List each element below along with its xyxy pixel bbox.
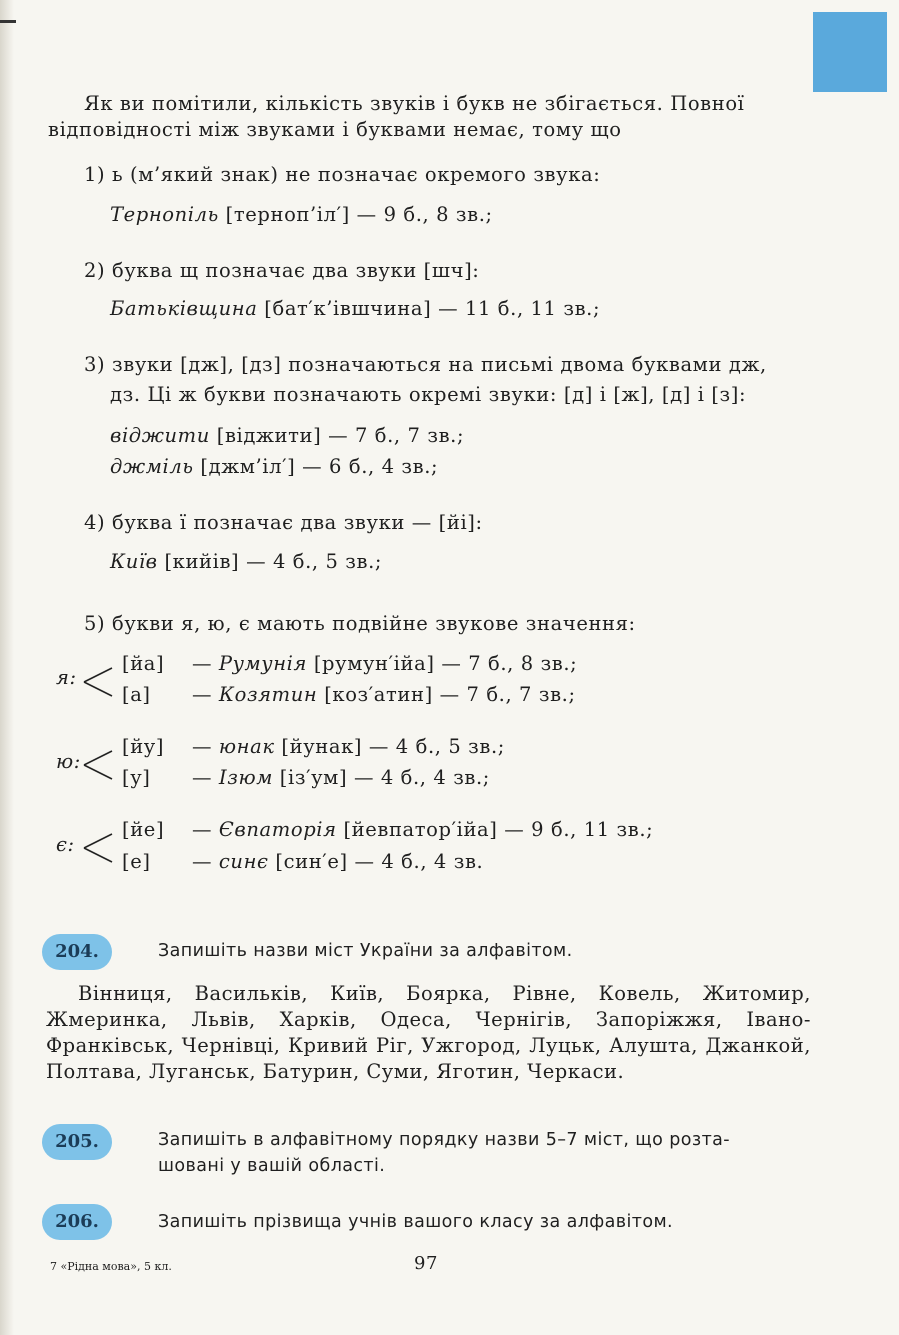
exercise-number-badge: 205. — [42, 1124, 112, 1160]
example-word: Євпаторія — [218, 818, 337, 841]
sound-ye-2: [е] — [122, 850, 151, 873]
rule-2-example — [110, 297, 600, 320]
branch-brace-icon — [82, 664, 116, 700]
exercise-number-badge: 206. — [42, 1204, 112, 1240]
example-ye-1: — Євпаторія [йевпатор′ійа] — 9 б., 11 зв.; — [192, 818, 654, 841]
example-transcription: [йунак] — 4 б., 5 зв.; — [281, 735, 505, 758]
rule-4-example — [110, 550, 382, 573]
example-word: Тернопіль — [110, 203, 219, 226]
exercise-206-task: Запишіть прізвища учнів вашого класу за алфавітом. — [158, 1212, 674, 1232]
example-yu-1: — юнак [йунак] — 4 б., 5 зв.; — [192, 735, 505, 758]
rule-3-heading-cont: дз. Ці ж букви позначають окремі звуки: [д] і [ж], [д] і [з]: — [110, 383, 747, 406]
sound-ya-2: [а] — [122, 683, 151, 706]
example-transcription: [віджити] — 7 б., 7 зв.; — [216, 424, 465, 447]
rule-3-example-2 — [110, 455, 438, 478]
letter-label-ya: я: — [56, 666, 77, 689]
sound-yu-1: [йу] — [122, 735, 165, 758]
example-word: юнак — [218, 735, 275, 758]
example-transcription: [кийів] — 4 б., 5 зв.; — [164, 550, 383, 573]
rule-3-heading: 3) звуки [дж], [дз] позначаються на письмі двома буквами дж, — [84, 353, 767, 376]
branch-brace-icon — [82, 830, 116, 866]
example-word: Батьківщина — [110, 297, 258, 320]
sound-ye-1: [йе] — [122, 818, 165, 841]
rule-2-heading: 2) буква щ позначає два звуки [шч]: — [84, 259, 480, 282]
sound-ya-1: [йа] — [122, 652, 165, 675]
example-ye-2: — синє [син′е] — 4 б., 4 зв. — [192, 850, 484, 873]
example-ya-1: — Румунія [румун′ійа] — 7 б., 8 зв.; — [192, 652, 578, 675]
example-word: синє — [218, 850, 269, 873]
example-yu-2: — Ізюм [із′ум] — 4 б., 4 зв.; — [192, 766, 490, 789]
intro-line-2: відповідності між звуками і буквами немає, тому що — [48, 118, 622, 141]
example-transcription: [румун′ійа] — 7 б., 8 зв.; — [313, 652, 578, 675]
exercise-204-task: Запишіть назви міст України за алфавітом. — [158, 941, 573, 961]
page-number: 97 — [414, 1253, 439, 1274]
example-word: Козятин — [218, 683, 318, 706]
example-transcription: [йевпатор′ійа] — 9 б., 11 зв.; — [343, 818, 654, 841]
rule-1-heading: 1) ь (м’який знак) не позначає окремого звука: — [84, 163, 601, 186]
example-transcription: [терноп’іл′] — 9 б., 8 зв.; — [225, 203, 493, 226]
example-transcription: [бат′к’івшчина] — 11 б., 11 зв.; — [264, 297, 601, 320]
example-word: джміль — [110, 455, 194, 478]
letter-label-ye: є: — [56, 833, 75, 856]
corner-color-tab — [813, 12, 887, 92]
rule-5-heading: 5) букви я, ю, є мають подвійне звукове значення: — [84, 612, 636, 635]
example-transcription: [син′е] — 4 б., 4 зв. — [275, 850, 484, 873]
example-ya-2: — Козятин [коз′атин] — 7 б., 7 зв.; — [192, 683, 576, 706]
example-word: віджити — [110, 424, 210, 447]
exercise-number-badge: 204. — [42, 934, 112, 970]
example-word: Київ — [110, 550, 158, 573]
rule-4-heading: 4) буква ї позначає два звуки — [йі]: — [84, 511, 483, 534]
branch-brace-icon — [82, 747, 116, 783]
example-transcription: [джм’іл′] — 6 б., 4 зв.; — [200, 455, 439, 478]
example-word: Ізюм — [218, 766, 273, 789]
letter-label-yu: ю: — [56, 750, 81, 773]
rule-3-example-1 — [110, 424, 464, 447]
example-transcription: [коз′атин] — 7 б., 7 зв.; — [324, 683, 576, 706]
exercise-204-city-list: Вінниця, Васильків, Київ, Боярка, Рівне, Ковель, Житомир, Жмеринка, Львів, Харків, Одеса, Чернігів, Запоріжжя, Івано-Франківськ, Чернівці, Кривий Ріг, Ужгород, Луцьк, Алушта, Джанкой, Полтава, Луганськ, Батурин, Суми, Яготин, Черкаси. — [46, 982, 811, 1083]
example-word: Румунія — [218, 652, 308, 675]
intro-line-1: Як ви помітили, кількість звуків і букв не збігається. Повної — [84, 92, 745, 115]
sound-yu-2: [у] — [122, 766, 151, 789]
rule-1-example — [110, 203, 493, 226]
page-gutter-shadow — [0, 0, 14, 1335]
example-transcription: [із′ум] — 4 б., 4 зв.; — [279, 766, 490, 789]
exercise-205-task-line-1: Запишіть в алфавітному порядку назви 5–7 міст, що розта- — [158, 1130, 731, 1150]
signature-mark: 7 «Рідна мова», 5 кл. — [50, 1260, 172, 1273]
exercise-205-task-line-2: шовані у вашій області. — [158, 1156, 386, 1176]
edge-mark — [0, 20, 16, 23]
